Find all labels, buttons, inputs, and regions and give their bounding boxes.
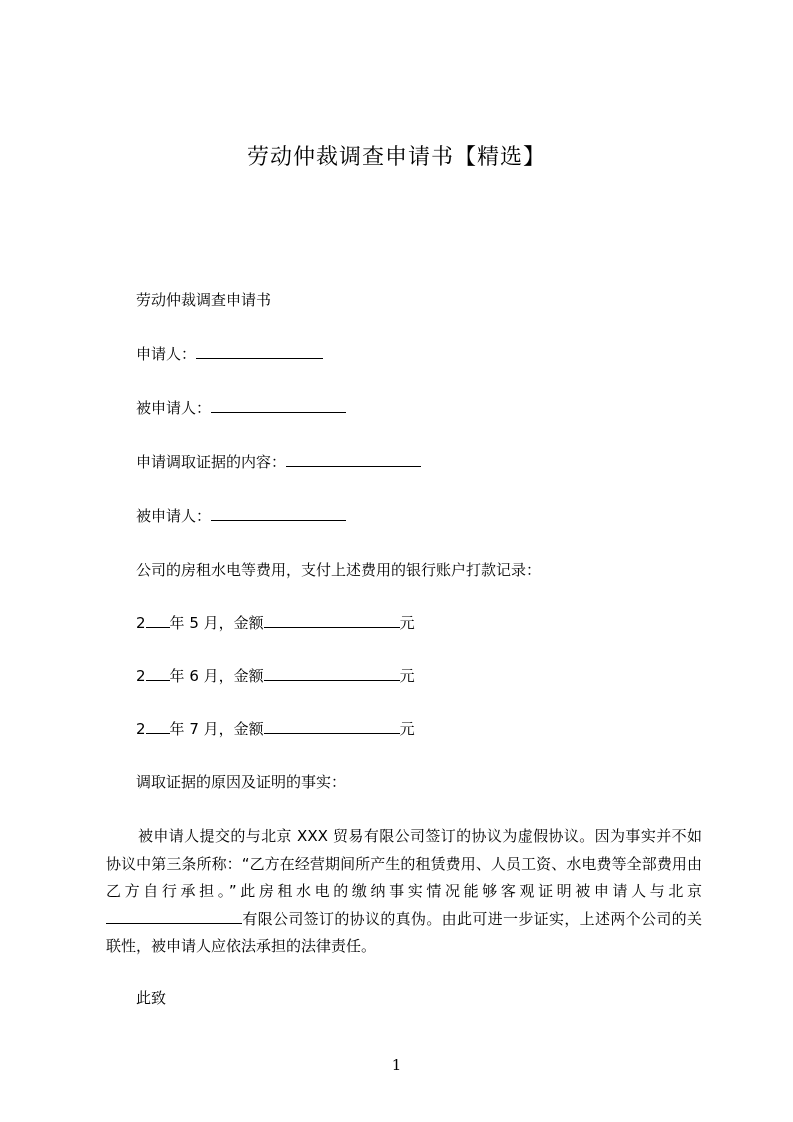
closing-text: 此致 <box>136 989 167 1007</box>
payment-unit: 元 <box>399 614 415 632</box>
payment-prefix: 2 <box>136 720 146 738</box>
payment-line-july <box>136 719 415 739</box>
evidence-content-blank <box>286 452 421 467</box>
document-subtitle: 劳动仲裁调查申请书 <box>136 291 272 309</box>
payment-month-text: 年 5 月，金额 <box>169 614 264 632</box>
fees-statement: 公司的房租水电等费用，支付上述费用的银行账户打款记录： <box>136 561 542 579</box>
payment-line-june <box>136 666 415 686</box>
year-blank <box>146 719 170 734</box>
amount-blank <box>264 613 400 628</box>
payment-month-text: 年 6 月，金额 <box>169 667 264 685</box>
payment-month-text: 年 7 月，金额 <box>169 720 264 738</box>
page-number: 1 <box>391 1056 402 1074</box>
respondent-blank-2 <box>211 506 346 521</box>
body-paragraph <box>106 823 702 961</box>
body-text-part2: 有限公司签订的协议的真伪。由此可进一步证实，上述两个公司的关联性，被申请人应依法承担的法律责任。 <box>106 909 702 955</box>
applicant-line <box>136 344 323 364</box>
reason-label: 调取证据的原因及证明的事实： <box>136 773 347 791</box>
amount-blank <box>264 666 400 681</box>
payment-prefix: 2 <box>136 614 146 632</box>
payment-line-may <box>136 613 415 633</box>
year-blank <box>146 666 170 681</box>
respondent-label: 被申请人： <box>136 399 212 417</box>
respondent-label-2: 被申请人： <box>136 507 212 525</box>
applicant-blank <box>196 344 323 359</box>
amount-blank <box>264 719 400 734</box>
payment-unit: 元 <box>399 667 415 685</box>
document-title: 劳动仲裁调查申请书【精选】 <box>246 145 546 170</box>
applicant-label: 申请人： <box>136 345 197 363</box>
payment-prefix: 2 <box>136 667 146 685</box>
year-blank <box>146 613 170 628</box>
respondent-line <box>136 398 346 418</box>
payment-unit: 元 <box>399 720 415 738</box>
evidence-content-line <box>136 452 421 472</box>
body-text-part1: 被申请人提交的与北京 XXX 贸易有限公司签订的协议为虚假协议。因为事实并不如协议中第三条所称：“乙方在经营期间所产生的租赁费用、人员工资、水电费等全部费用由乙方自行承担。”此房租水电的缴纳事实情况能够客观证明被申请人与北京 <box>106 827 702 900</box>
evidence-content-label: 申请调取证据的内容： <box>136 453 287 471</box>
respondent-line-2 <box>136 506 346 526</box>
respondent-blank <box>211 398 346 413</box>
company-name-blank <box>106 909 242 924</box>
